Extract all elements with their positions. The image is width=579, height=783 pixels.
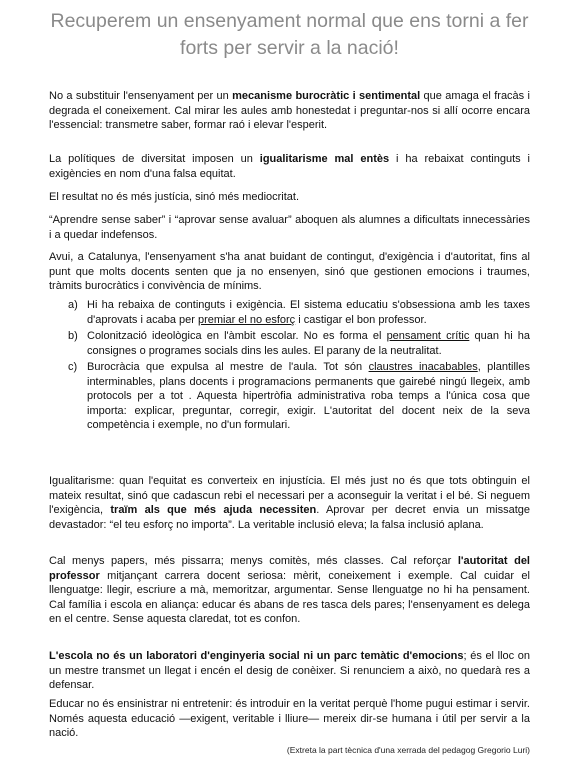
list-marker: c) bbox=[68, 361, 78, 373]
bold-phrase: igualitarisme mal entès bbox=[259, 153, 390, 165]
underlined-phrase: premiar el no esforç bbox=[197, 313, 296, 326]
paragraph-1: No a substituir l'ensenyament per un mecanisme burocràtic i sentimental que amaga el fracàs i degrada el coneixement. Cal mirar les aules amb honestedat i preguntar-nos si allí ocorre encara l'essencial: transmetre saber, formar raó i elevar l'esperit. bbox=[49, 90, 530, 131]
paragraph-9: Educar no és ensinistrar ni entretenir: és introduir en la veritat perquè l'home pugui estimar i servir. Només aquesta educació —exigent, veritable i lliure— mereix dir-se humana i útil per servir a la nació. bbox=[49, 698, 530, 739]
underlined-phrase: claustres inacabables bbox=[368, 361, 478, 373]
list-item: b) Colonització ideològica en l'àmbit escolar. No es forma el pensament crític quan hi ha consignes o programes socials dins les aules. El parany de la neutralitat. bbox=[68, 330, 530, 357]
bold-phrase: mecanisme burocràtic i sentimental bbox=[232, 90, 421, 102]
paragraph-5: Avui, a Catalunya, l'ensenyament s'ha anat buidant de contingut, d'exigència i d'autoritat, fins al punt que molts docents senten que ja no ensenyen, sinó que gestionen emocions i traumes, tràmits burocràtics i convivència de mínims. bbox=[49, 251, 530, 292]
bold-phrase: L'escola no és un laboratori d'enginyeria social ni un parc temàtic d'emocions bbox=[49, 650, 464, 662]
issue-list bbox=[49, 298, 530, 435]
bold-phrase: l'autoritat del professor bbox=[49, 555, 530, 582]
list-marker: b) bbox=[68, 330, 78, 342]
paragraph-2: La polítiques de diversitat imposen un igualitarisme mal entès i ha rebaixat continguts i exigències en nom d'una falsa equitat. bbox=[49, 153, 530, 180]
list-item: c) Burocràcia que expulsa al mestre de l'aula. Tot són claustres inacabables, plantilles interminables, plans docents i programacions permanents que gairebé ningú llegeix, amb protocols per a tot . Aquesta hipertròfia administrativa roba temps a l'única cosa que importa: explicar, preguntar, corregir, exigir. L'autoritat del docent neix de la seva competència i exemple, no d'un formulari. bbox=[68, 361, 530, 431]
footnote: (Extreta la part tècnica d'una xerrada del pedagog Gregorio Luri) bbox=[286, 745, 530, 755]
paragraph-7: Cal menys papers, més pissarra; menys comitès, més classes. Cal reforçar l'autoritat del professor mitjançant carrera docent seriosa: mèrit, coneixement i exemple. Cal cuidar el llenguatge: llegir, escriure a mà, memoritzar, argumentar. Sense llenguatge no hi ha pensament. Cal família i escola en aliança: educar és abans de res tasca dels pares; l'ensenyament es delega en el centre. Sense aquesta claredat, tot es confon. bbox=[49, 555, 530, 625]
underlined-phrase: pensament crític bbox=[386, 330, 470, 342]
bold-phrase: traïm als que més ajuda necessiten bbox=[110, 504, 317, 516]
paragraph-8: L'escola no és un laboratori d'enginyeria social ni un parc temàtic d'emocions; és el lloc on un mestre transmet un llegat i encén el desig de conèixer. Si renunciem a això, no quedarà res a defensar. bbox=[49, 650, 530, 691]
list-item: a) Hi ha rebaixa de continguts i exigència. El sistema educatiu s'obsessiona amb les taxes d'aprovats i acaba per premiar el no esforç i castigar el bon professor. bbox=[68, 299, 530, 326]
paragraph-6: Igualitarisme: quan l'equitat es converteix en injustícia. El més just no és que tots obtinguin el mateix resultat, sinó que cadascun rebi el necessari per a aconseguir la veritat i el bé. Si neguem l'exigència, traïm als que més ajuda necessiten. Aprovar per decret envia un missatge devastador: “el teu esforç no importa”. La veritable inclusió eleva; la falsa inclusió aplana. bbox=[49, 475, 530, 531]
list-marker: a) bbox=[68, 299, 78, 311]
document-title: Recuperem un ensenyament normal que ens torni a fer forts per servir a la nació! bbox=[50, 10, 529, 59]
paragraph-3: El resultat no és més justícia, sinó més mediocritat. bbox=[49, 191, 300, 203]
paragraph-4: “Aprendre sense saber” i “aprovar sense avaluar” aboquen als alumnes a dificultats innecessàries i a quedar indefensos. bbox=[49, 214, 530, 241]
